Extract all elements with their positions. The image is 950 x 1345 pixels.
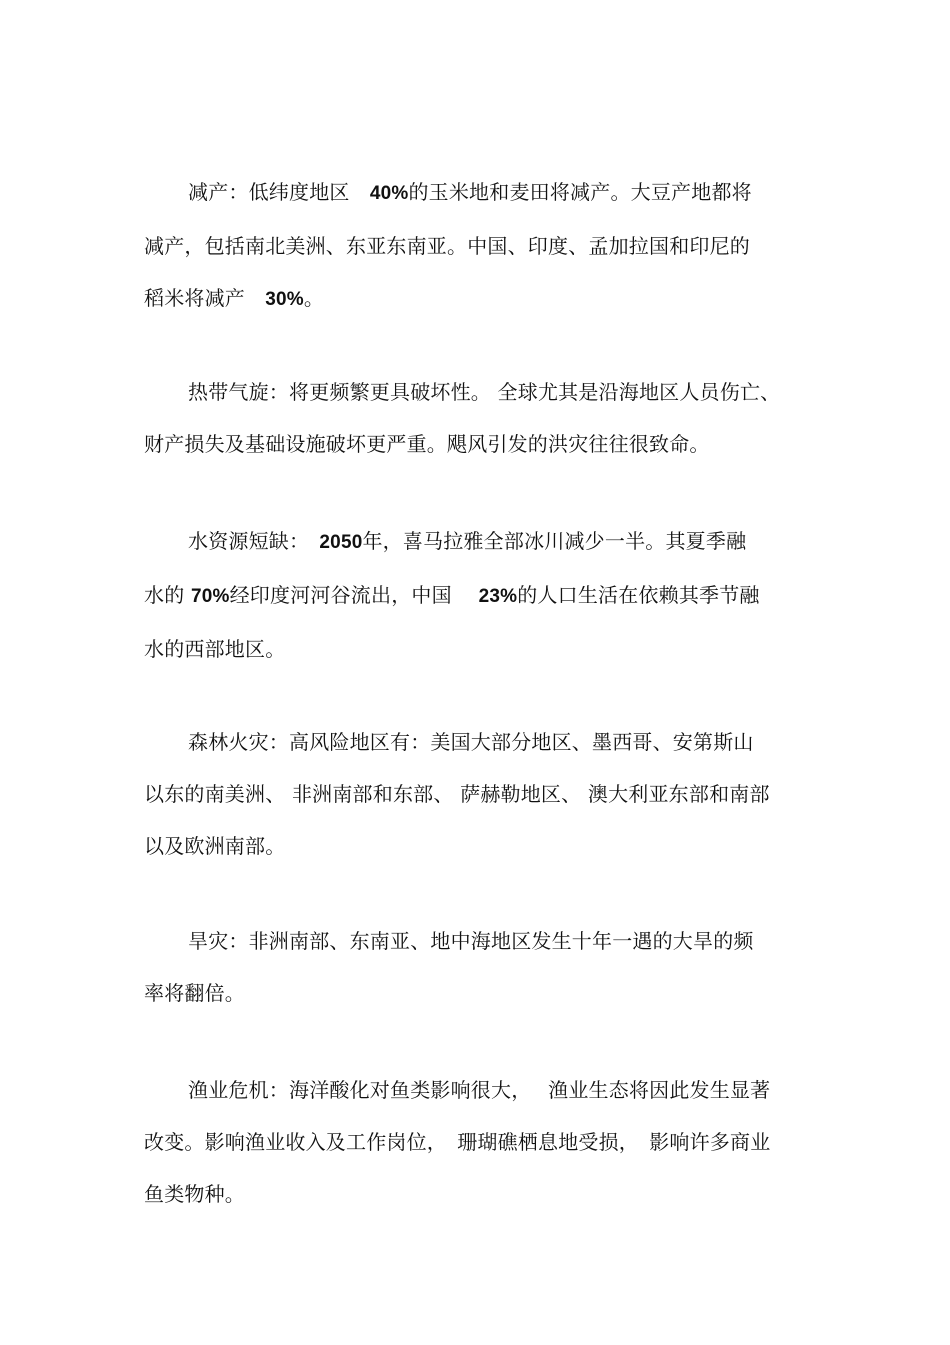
text-line: [144, 967, 814, 1019]
text-segment: 水资源短缺：: [188, 529, 320, 553]
text-line: [144, 768, 814, 820]
text-segment: 率将翻倍。: [144, 981, 245, 1005]
text-line: [144, 915, 814, 967]
text-line: [144, 820, 814, 872]
text-line: [144, 515, 814, 569]
text-segment: 减产：低纬度地区: [188, 180, 370, 204]
number-value: 23%: [478, 586, 518, 607]
text-segment: 以及欧洲南部。: [144, 834, 286, 858]
paragraph-drought: [144, 915, 814, 1019]
number-value: 2050: [319, 532, 363, 553]
text-segment: 改变。影响渔业收入及工作岗位， 珊瑚礁栖息地受损， 影响许多商业: [144, 1130, 771, 1154]
text-line: [144, 623, 814, 675]
text-line: [144, 1168, 814, 1220]
text-segment: 。: [303, 286, 325, 310]
number-value: 70%: [190, 586, 230, 607]
text-segment: 经印度河河谷流出，中国: [229, 583, 479, 607]
text-line: [144, 1064, 814, 1116]
paragraph-tropical-cyclones: [144, 366, 814, 470]
paragraph-fishery-crisis: [144, 1064, 814, 1220]
text-line: [144, 569, 814, 623]
text-line: [144, 272, 814, 326]
text-segment: 的人口生活在依赖其季节融: [517, 583, 760, 607]
text-segment: 减产，包括南北美洲、东亚东南亚。中国、印度、孟加拉国和印尼的: [144, 234, 750, 258]
text-line: [144, 418, 814, 470]
text-line: [144, 716, 814, 768]
text-segment: 的玉米地和麦田将减产。大豆产地都将: [408, 180, 752, 204]
text-segment: 水的西部地区。: [144, 637, 286, 661]
text-segment: 鱼类物种。: [144, 1182, 245, 1206]
text-segment: 年，喜马拉雅全部冰川减少一半。其夏季融: [362, 529, 747, 553]
text-segment: 森林火灾：高风险地区有：美国大部分地区、墨西哥、安第斯山: [188, 730, 754, 754]
number-value: 30%: [265, 289, 304, 310]
paragraph-water-shortage: [144, 515, 814, 675]
paragraph-crop-reduction: [144, 166, 814, 326]
text-segment: 渔业危机：海洋酸化对鱼类影响很大， 渔业生态将因此发生显著: [188, 1078, 771, 1102]
text-line: [144, 366, 814, 418]
paragraph-forest-fires: [144, 716, 814, 872]
text-line: [144, 1116, 814, 1168]
text-segment: 水的: [144, 583, 191, 607]
text-segment: 旱灾：非洲南部、东南亚、地中海地区发生十年一遇的大旱的频: [188, 929, 754, 953]
number-value: 40%: [369, 183, 409, 204]
text-line: [144, 166, 814, 220]
text-segment: 以东的南美洲、 非洲南部和东部、 萨赫勒地区、 澳大利亚东部和南部: [144, 782, 770, 806]
text-segment: 财产损失及基础设施破坏更严重。飓风引发的洪灾往往很致命。: [144, 432, 710, 456]
text-line: [144, 220, 814, 272]
text-segment: 热带气旋：将更频繁更具破坏性。 全球尤其是沿海地区人员伤亡、: [188, 380, 781, 404]
text-segment: 稻米将减产: [144, 286, 266, 310]
